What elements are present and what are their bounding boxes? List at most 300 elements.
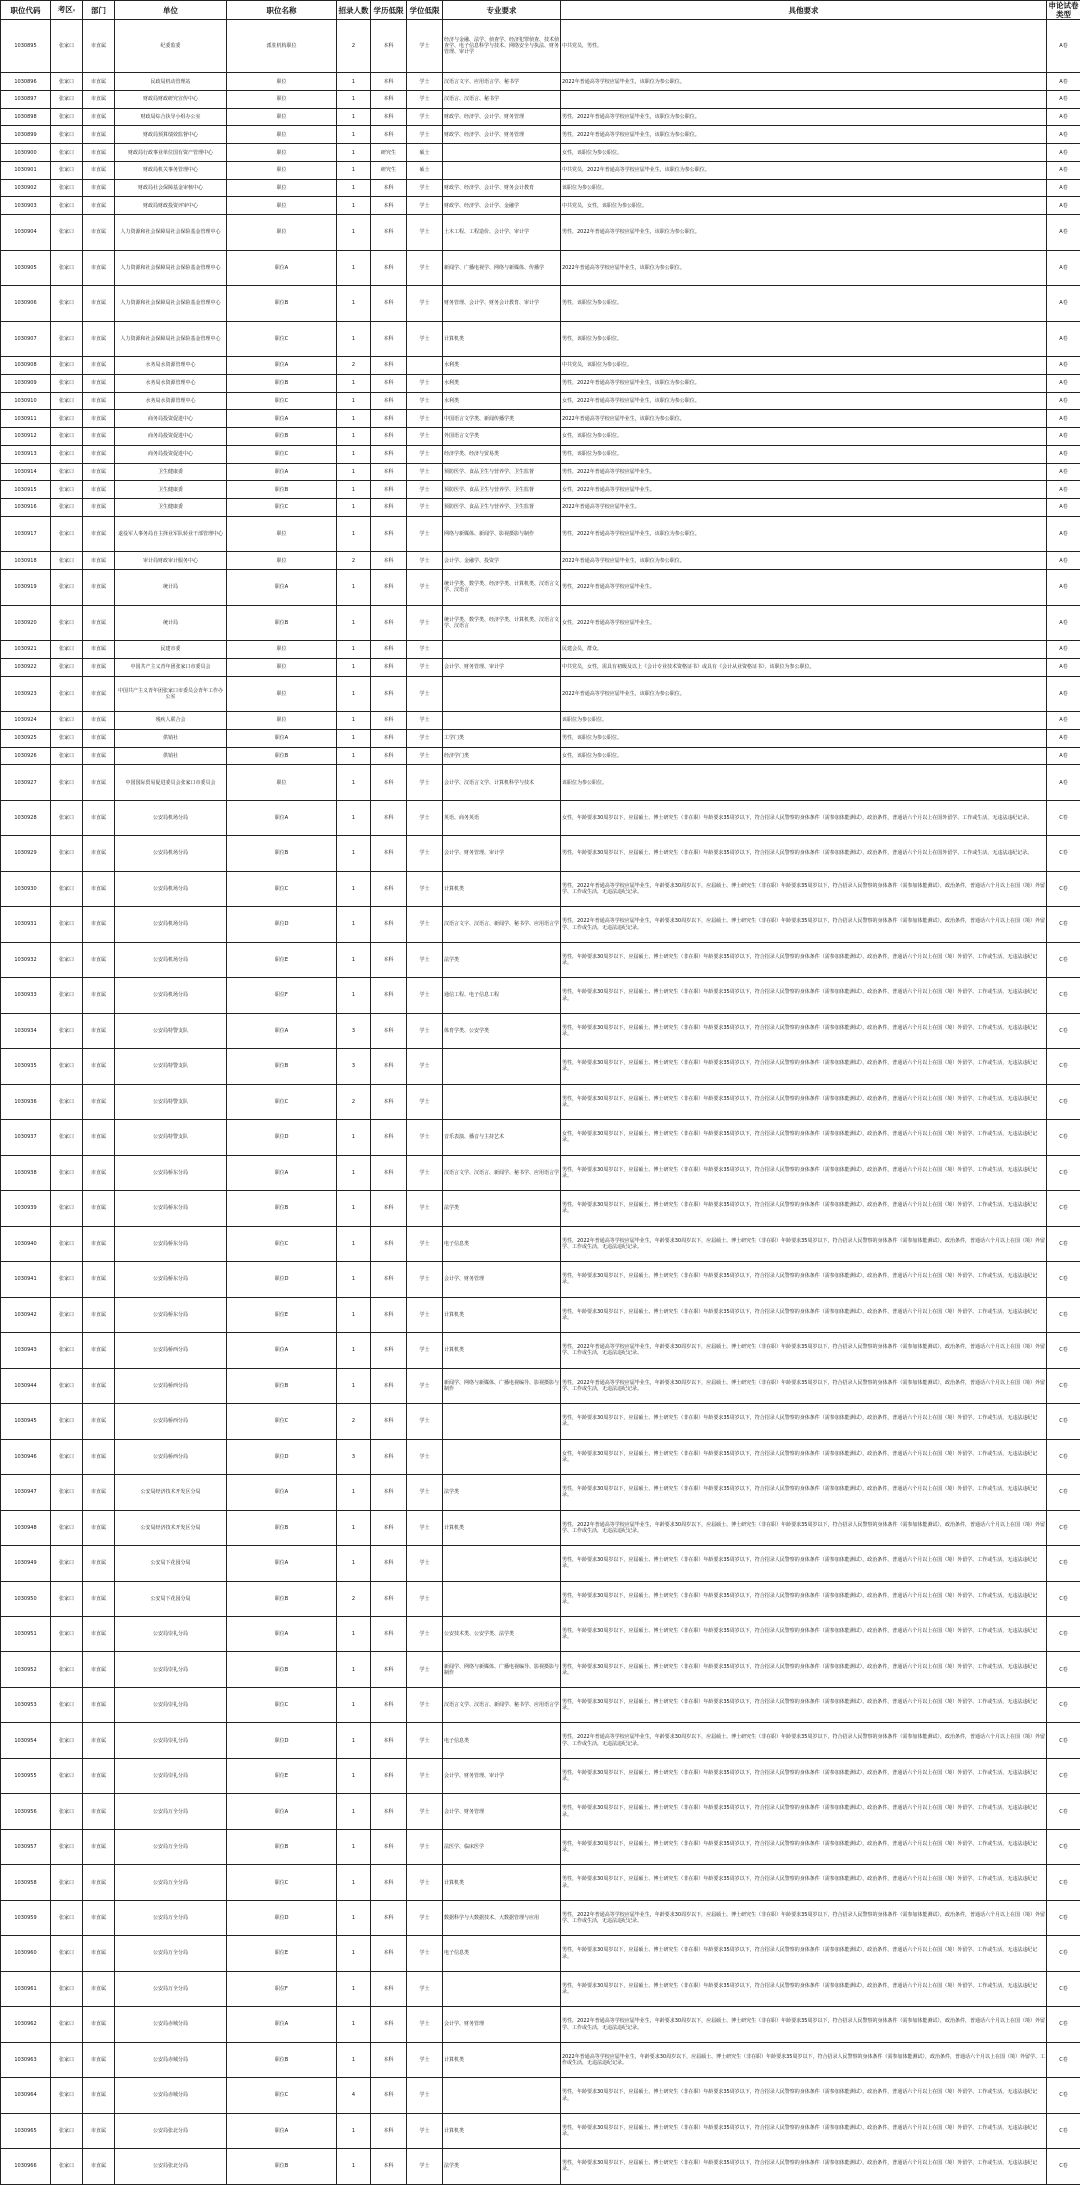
cell-count: 1 [337, 2007, 371, 2042]
cell-code: 1030957 [1, 1829, 51, 1864]
table-row [1, 2042, 1080, 2077]
cell-department: 市直属 [83, 1439, 115, 1474]
cell-unit: 公安局张北分局 [115, 2149, 227, 2184]
cell-code: 1030926 [1, 747, 51, 765]
cell-paper: A卷 [1047, 747, 1080, 765]
cell-unit: 财政局行政事业单位国有资产管理中心 [115, 144, 227, 162]
cell-count: 2 [337, 1084, 371, 1119]
cell-other: 男性，该职位为参公职位。 [561, 286, 1047, 321]
cell-unit: 公安局特警支队 [115, 1049, 227, 1084]
cell-degree: 学士 [407, 2113, 443, 2148]
cell-education: 本科 [371, 1971, 407, 2006]
cell-other: 女性，年龄要求30周岁以下，应届硕士、博士研究生（非在职）年龄要求35周岁以下，符合招录人民警察的身体条件（需参加体能测试），政治条件，普通话六个月以上在国外留学、工作或生活，无违法违纪记录。 [561, 800, 1047, 835]
cell-code: 1030961 [1, 1971, 51, 2006]
cell-department: 市直属 [83, 747, 115, 765]
cell-unit: 供销社 [115, 747, 227, 765]
cell-code: 1030958 [1, 1865, 51, 1900]
cell-unit: 人力资源和社会保障局社会保险基金管理中心 [115, 215, 227, 250]
cell-other: 男性，年龄要求30周岁以下，应届硕士、博士研究生（非在职）年龄要求35周岁以下，符合招录人民警察的身体条件（需参加体能测试），政治条件，普通话六个月以上在国（境）外留学、工作或生活，无违法违纪记录。 [561, 1155, 1047, 1190]
cell-region: 张家口 [51, 1829, 83, 1864]
cell-position: 职位F [227, 1971, 337, 2006]
cell-code: 1030938 [1, 1155, 51, 1190]
cell-position: 职位 [227, 108, 337, 126]
cell-department: 市直属 [83, 445, 115, 463]
cell-code: 1030905 [1, 250, 51, 285]
cell-education: 本科 [371, 570, 407, 605]
cell-unit: 供销社 [115, 729, 227, 747]
cell-position: 职位B [227, 1049, 337, 1084]
cell-code: 1030910 [1, 392, 51, 410]
cell-position: 职位B [227, 1829, 337, 1864]
table-row [1, 161, 1080, 179]
cell-count: 1 [337, 641, 371, 659]
cell-code: 1030959 [1, 1900, 51, 1935]
cell-region: 张家口 [51, 179, 83, 197]
cell-education: 本科 [371, 836, 407, 871]
cell-degree: 学士 [407, 978, 443, 1013]
cell-position: 职位C [227, 871, 337, 906]
cell-code: 1030953 [1, 1687, 51, 1722]
cell-other: 男性，年龄要求30周岁以下，应届硕士、博士研究生（非在职）年龄要求35周岁以下，符合招录人民警察的身体条件（需参加体能测试），政治条件，普通话六个月以上在国（境）外留学、工作或生活，无违法违纪记录。 [561, 942, 1047, 977]
table-row [1, 410, 1080, 428]
cell-unit: 公安局特警支队 [115, 1084, 227, 1119]
col-header-unit[interactable]: 单位 [115, 1, 227, 20]
cell-code: 1030936 [1, 1084, 51, 1119]
cell-other: 2022年普通高等学校应届毕业生。 [561, 499, 1047, 517]
table-row [1, 641, 1080, 659]
cell-paper: C卷 [1047, 1226, 1080, 1261]
table-row [1, 1546, 1080, 1581]
cell-education: 本科 [371, 1191, 407, 1226]
cell-other: 男性，2022年普通高等学校应届毕业生，年龄要求30周岁以下，应届硕士、博士研究生（非在职）年龄要求35周岁以下，符合招录人民警察的身体条件（需参加体能测试），政治条件，普通话六个月以上在国（境）外留学、工作或生活，无违法违纪记录。 [561, 1900, 1047, 1935]
cell-education: 本科 [371, 374, 407, 392]
cell-position: 职位A [227, 1333, 337, 1368]
cell-other: 男性，2022年普通高等学校应届毕业生，年龄要求30周岁以下，应届硕士、博士研究生（非在职）年龄要求35周岁以下，符合招录人民警察的身体条件（需参加体能测试），政治条件，普通话六个月以上在国（境）外留学、工作或生活，无违法违纪记录。 [561, 1226, 1047, 1261]
cell-other: 男性，年龄要求30周岁以下，应届硕士、博士研究生（非在职）年龄要求35周岁以下，符合招录人民警察的身体条件（需参加体能测试），政治条件，普通话六个月以上在国（境）外留学、工作或生活，无违法违纪记录。 [561, 2078, 1047, 2113]
cell-major [443, 1581, 561, 1616]
cell-department: 市直属 [83, 1333, 115, 1368]
sort-arrow-icon[interactable]: ▾ [73, 8, 76, 14]
cell-unit: 人力资源和社会保障局社会保险基金管理中心 [115, 321, 227, 356]
cell-other: 男性，年龄要求30周岁以下，应届硕士、博士研究生（非在职）年龄要求35周岁以下，符合招录人民警察的身体条件（需参加体能测试），政治条件，普通话六个月以上在国（境）外留学、工作或生活，无违法违纪记录。 [561, 1616, 1047, 1651]
cell-department: 市直属 [83, 179, 115, 197]
cell-degree: 学士 [407, 2078, 443, 2113]
cell-unit: 审计局财政审计服务中心 [115, 552, 227, 570]
cell-major: 会计学、财务管理 [443, 2007, 561, 2042]
cell-other: 男性，年龄要求30周岁以下，应届硕士、博士研究生（非在职）年龄要求35周岁以下，符合招录人民警察的身体条件（需参加体能测试），政治条件，普通话六个月以上在国（境）外留学、工作或生活，无违法违纪记录。 [561, 1475, 1047, 1510]
cell-major [443, 1439, 561, 1474]
cell-count: 1 [337, 605, 371, 640]
cell-position: 职位B [227, 428, 337, 446]
cell-position: 职位C [227, 1226, 337, 1261]
cell-other: 男性，年龄要求30周岁以下，应届硕士、博士研究生（非在职）年龄要求35周岁以下，符合招录人民警察的身体条件（需参加体能测试），政治条件，普通话六个月以上在国（境）外留学、工作或生活，无违法违纪记录。 [561, 1191, 1047, 1226]
cell-region: 张家口 [51, 641, 83, 659]
cell-unit: 民建市委 [115, 641, 227, 659]
table-row [1, 942, 1080, 977]
cell-paper: A卷 [1047, 215, 1080, 250]
cell-department: 市直属 [83, 1013, 115, 1048]
cell-degree: 学士 [407, 729, 443, 747]
cell-position: 职位 [227, 712, 337, 730]
cell-degree: 学士 [407, 1652, 443, 1687]
cell-count: 2 [337, 20, 371, 73]
cell-degree: 学士 [407, 605, 443, 640]
cell-code: 1030925 [1, 729, 51, 747]
cell-education: 本科 [371, 1936, 407, 1971]
cell-major: 工学门类 [443, 729, 561, 747]
cell-major: 统计学类、数学类、经济学类、计算机类、汉语言文学、汉语言 [443, 570, 561, 605]
table-row [1, 197, 1080, 215]
cell-count: 1 [337, 374, 371, 392]
cell-degree: 学士 [407, 641, 443, 659]
table-row [1, 1616, 1080, 1651]
cell-code: 1030960 [1, 1936, 51, 1971]
cell-department: 市直属 [83, 836, 115, 871]
cell-other: 男性，年龄要求30周岁以下，应届硕士、博士研究生（非在职）年龄要求35周岁以下，符合招录人民警察的身体条件（需参加体能测试），政治条件，普通话六个月以上在国（境）外留学、工作或生活，无违法违纪记录。 [561, 1581, 1047, 1616]
cell-code: 1030906 [1, 286, 51, 321]
cell-position: 职位 [227, 552, 337, 570]
cell-degree: 学士 [407, 1368, 443, 1403]
cell-position: 职位C [227, 2078, 337, 2113]
cell-education: 本科 [371, 1297, 407, 1332]
cell-other: 男性，2022年普通高等学校应届毕业生，年龄要求30周岁以下，应届硕士、博士研究生（非在职）年龄要求35周岁以下，符合招录人民警察的身体条件（需参加体能测试），政治条件，普通话六个月以上在国（境）外留学、工作或生活，无违法违纪记录。 [561, 1510, 1047, 1545]
cell-degree: 学士 [407, 1120, 443, 1155]
cell-paper: A卷 [1047, 552, 1080, 570]
cell-paper: C卷 [1047, 2078, 1080, 2113]
cell-department: 市直属 [83, 90, 115, 108]
cell-other: 男性，2022年普通高等学校应届毕业生。 [561, 463, 1047, 481]
cell-paper: C卷 [1047, 1297, 1080, 1332]
cell-department: 市直属 [83, 357, 115, 375]
cell-position: 职位D [227, 907, 337, 942]
cell-unit: 公安局万全分局 [115, 1829, 227, 1864]
table-row [1, 2113, 1080, 2148]
cell-code: 1030923 [1, 676, 51, 711]
table-row [1, 1120, 1080, 1155]
cell-region: 张家口 [51, 1652, 83, 1687]
cell-paper: A卷 [1047, 445, 1080, 463]
cell-code: 1030911 [1, 410, 51, 428]
cell-count: 1 [337, 1120, 371, 1155]
cell-region: 张家口 [51, 605, 83, 640]
cell-count: 1 [337, 729, 371, 747]
cell-unit: 公安局赤城分局 [115, 2078, 227, 2113]
cell-region: 张家口 [51, 250, 83, 285]
cell-region: 张家口 [51, 321, 83, 356]
table-row [1, 658, 1080, 676]
cell-position: 职位B [227, 481, 337, 499]
cell-department: 市直属 [83, 20, 115, 73]
col-header-position[interactable]: 职位名称 [227, 1, 337, 20]
cell-code: 1030920 [1, 605, 51, 640]
cell-major: 公安技术类、公安学类、法学类 [443, 1616, 561, 1651]
cell-department: 市直属 [83, 871, 115, 906]
cell-unit: 公安局崇礼分局 [115, 1687, 227, 1722]
cell-unit: 财政局社会保障基金审核中心 [115, 179, 227, 197]
cell-unit: 财政局财政投资评审中心 [115, 197, 227, 215]
cell-education: 本科 [371, 552, 407, 570]
table-row [1, 374, 1080, 392]
cell-code: 1030932 [1, 942, 51, 977]
cell-position: 职位 [227, 161, 337, 179]
cell-major: 会计学、财务管理 [443, 1794, 561, 1829]
cell-code: 1030927 [1, 765, 51, 800]
cell-unit: 公安局机场分局 [115, 907, 227, 942]
cell-paper: C卷 [1047, 1439, 1080, 1474]
cell-other: 男性，该职位为参公职位。 [561, 729, 1047, 747]
cell-degree: 硕士 [407, 161, 443, 179]
cell-unit: 财政局预算绩效监督中心 [115, 126, 227, 144]
cell-region: 张家口 [51, 1546, 83, 1581]
cell-count: 1 [337, 197, 371, 215]
table-row [1, 1155, 1080, 1190]
cell-major: 外国语言文学类 [443, 428, 561, 446]
cell-degree: 学士 [407, 499, 443, 517]
cell-degree: 学士 [407, 481, 443, 499]
cell-degree: 学士 [407, 321, 443, 356]
cell-unit: 公安局崇礼分局 [115, 1652, 227, 1687]
cell-major [443, 712, 561, 730]
cell-unit: 公安局崇礼分局 [115, 1758, 227, 1793]
cell-major [443, 2078, 561, 2113]
cell-position: 职位A [227, 729, 337, 747]
table-row [1, 1404, 1080, 1439]
cell-major: 新闻学、网络与新媒体、广播电视编导、影视摄影与制作 [443, 1368, 561, 1403]
cell-department: 市直属 [83, 1794, 115, 1829]
cell-count: 2 [337, 1404, 371, 1439]
cell-code: 1030912 [1, 428, 51, 446]
cell-code: 1030943 [1, 1333, 51, 1368]
cell-position: 职位E [227, 1297, 337, 1332]
cell-major: 水利类 [443, 357, 561, 375]
cell-count: 1 [337, 1333, 371, 1368]
cell-region: 张家口 [51, 1723, 83, 1758]
cell-position: 职位B [227, 286, 337, 321]
table-row [1, 1013, 1080, 1048]
cell-education: 本科 [371, 1439, 407, 1474]
cell-unit: 财政局财政研究宣传中心 [115, 90, 227, 108]
cell-unit: 公安局桥东分局 [115, 1226, 227, 1261]
table-row [1, 2078, 1080, 2113]
cell-education: 本科 [371, 250, 407, 285]
cell-region: 张家口 [51, 570, 83, 605]
cell-paper: C卷 [1047, 1120, 1080, 1155]
table-row [1, 20, 1080, 73]
cell-major: 网络与新媒体、新闻学、影视摄影与制作 [443, 516, 561, 551]
cell-paper: C卷 [1047, 1546, 1080, 1581]
cell-unit: 残疾人联合会 [115, 712, 227, 730]
cell-region: 张家口 [51, 463, 83, 481]
cell-code: 1030917 [1, 516, 51, 551]
col-header-degree[interactable]: 学位低限 [407, 1, 443, 20]
table-row [1, 1794, 1080, 1829]
cell-code: 1030898 [1, 108, 51, 126]
cell-unit: 公安局万全分局 [115, 1936, 227, 1971]
col-header-major[interactable]: 专业要求 [443, 1, 561, 20]
table-row [1, 392, 1080, 410]
cell-department: 市直属 [83, 108, 115, 126]
col-header-paper[interactable]: 申论试卷类型 [1047, 1, 1080, 20]
cell-major: 汉语言文学、汉语言、新闻学、秘书学、应用语言学 [443, 1687, 561, 1722]
col-header-education[interactable]: 学历低限 [371, 1, 407, 20]
cell-paper: C卷 [1047, 1049, 1080, 1084]
cell-other: 男性，年龄要求30周岁以下，应届硕士、博士研究生（非在职）年龄要求35周岁以下，符合招录人民警察的身体条件（需参加体能测试），政治条件，普通话六个月以上在国（境）外留学、工作或生活，无违法违纪记录。 [561, 1404, 1047, 1439]
table-row [1, 2007, 1080, 2042]
cell-unit: 人力资源和社会保障局社会保险基金管理中心 [115, 250, 227, 285]
cell-position: 职位C [227, 392, 337, 410]
cell-department: 市直属 [83, 1829, 115, 1864]
cell-code: 1030922 [1, 658, 51, 676]
cell-major: 汉语言文字、应用语言学、秘书学 [443, 73, 561, 91]
cell-code: 1030951 [1, 1616, 51, 1651]
cell-education: 本科 [371, 2113, 407, 2148]
cell-unit: 水务局水资源管理中心 [115, 374, 227, 392]
cell-position: 职位C [227, 1084, 337, 1119]
cell-unit: 公安局桥西分局 [115, 1404, 227, 1439]
cell-degree: 学士 [407, 1510, 443, 1545]
cell-region: 张家口 [51, 1262, 83, 1297]
cell-paper: C卷 [1047, 2113, 1080, 2148]
col-header-code[interactable]: 职位代码 [1, 1, 51, 20]
cell-degree: 学士 [407, 1297, 443, 1332]
cell-region: 张家口 [51, 73, 83, 91]
cell-count: 1 [337, 410, 371, 428]
cell-position: 职位 [227, 641, 337, 659]
cell-count: 1 [337, 1297, 371, 1332]
table-row [1, 179, 1080, 197]
cell-major [443, 1971, 561, 2006]
cell-major: 新闻学、网络与新媒体、广播电视编导、影视摄影与制作 [443, 1652, 561, 1687]
cell-count: 3 [337, 1439, 371, 1474]
cell-major: 会计学、财务管理、审计学 [443, 658, 561, 676]
cell-region: 张家口 [51, 712, 83, 730]
cell-code: 1030934 [1, 1013, 51, 1048]
cell-other: 该职位为参公职位。 [561, 765, 1047, 800]
cell-unit: 公安局万全分局 [115, 1865, 227, 1900]
cell-count: 1 [337, 1758, 371, 1793]
cell-code: 1030949 [1, 1546, 51, 1581]
cell-region: 张家口 [51, 1084, 83, 1119]
cell-count: 3 [337, 1049, 371, 1084]
col-header-count[interactable]: 招录人数 [337, 1, 371, 20]
cell-department: 市直属 [83, 641, 115, 659]
cell-count: 1 [337, 1155, 371, 1190]
cell-unit: 公安局桥西分局 [115, 1368, 227, 1403]
cell-position: 职位 [227, 516, 337, 551]
cell-department: 市直属 [83, 942, 115, 977]
cell-education: 本科 [371, 1581, 407, 1616]
cell-position: 职位B [227, 2042, 337, 2077]
cell-paper: C卷 [1047, 1155, 1080, 1190]
cell-region: 张家口 [51, 428, 83, 446]
cell-department: 市直属 [83, 1049, 115, 1084]
cell-other: 女性，该职位为参公职位。 [561, 747, 1047, 765]
cell-code: 1030919 [1, 570, 51, 605]
cell-paper: A卷 [1047, 73, 1080, 91]
cell-degree: 学士 [407, 1971, 443, 2006]
cell-degree: 学士 [407, 108, 443, 126]
col-header-region[interactable]: 考区▾ [51, 1, 83, 20]
cell-education: 本科 [371, 641, 407, 659]
cell-unit: 中国共产主义青年团张家口市委员会青年工作办公室 [115, 676, 227, 711]
cell-degree: 学士 [407, 1546, 443, 1581]
cell-degree: 学士 [407, 1829, 443, 1864]
cell-major: 财政学、经济学、会计学、财务会计教育 [443, 179, 561, 197]
table-row [1, 144, 1080, 162]
cell-region: 张家口 [51, 676, 83, 711]
cell-degree: 学士 [407, 20, 443, 73]
cell-code: 1030901 [1, 161, 51, 179]
table-row [1, 499, 1080, 517]
cell-other: 中共党员，男性。 [561, 20, 1047, 73]
cell-major: 汉语言、汉语言、秘书学 [443, 90, 561, 108]
cell-major: 新闻学、广播电视学、网络与新媒体、传播学 [443, 250, 561, 285]
cell-paper: A卷 [1047, 321, 1080, 356]
cell-major: 法学类 [443, 2149, 561, 2184]
cell-department: 市直属 [83, 570, 115, 605]
cell-education: 本科 [371, 1865, 407, 1900]
cell-position: 职位A [227, 1794, 337, 1829]
cell-paper: A卷 [1047, 712, 1080, 730]
cell-region: 张家口 [51, 1439, 83, 1474]
cell-unit: 公安局崇礼分局 [115, 1723, 227, 1758]
col-header-department[interactable]: 部门 [83, 1, 115, 20]
cell-other: 男性，该职位为参公职位。 [561, 445, 1047, 463]
cell-position: 职位 [227, 126, 337, 144]
cell-education: 本科 [371, 676, 407, 711]
cell-education: 本科 [371, 1226, 407, 1261]
cell-code: 1030918 [1, 552, 51, 570]
cell-unit: 中国国际贸易促进委员会张家口市委员会 [115, 765, 227, 800]
cell-degree: 学士 [407, 1439, 443, 1474]
cell-paper: C卷 [1047, 1013, 1080, 1048]
cell-degree: 学士 [407, 1084, 443, 1119]
cell-paper: A卷 [1047, 641, 1080, 659]
cell-degree: 学士 [407, 2007, 443, 2042]
cell-region: 张家口 [51, 144, 83, 162]
cell-paper: C卷 [1047, 1971, 1080, 2006]
cell-major: 计算机类 [443, 2113, 561, 2148]
cell-degree: 学士 [407, 73, 443, 91]
cell-count: 1 [337, 428, 371, 446]
cell-region: 张家口 [51, 1475, 83, 1510]
cell-position: 职位 [227, 215, 337, 250]
cell-unit: 纪委监委 [115, 20, 227, 73]
cell-other: 男性，2022年普通高等学校应届毕业生，该职位为参公职位。 [561, 215, 1047, 250]
table-row [1, 215, 1080, 250]
col-header-other[interactable]: 具他要求 [561, 1, 1047, 20]
cell-other: 男性，年龄要求30周岁以下，应届硕士、博士研究生（非在职）年龄要求35周岁以下，符合招录人民警察的身体条件（需参加体能测试），政治条件，普通话六个月以上在国（境）外留学、工作或生活，无违法违纪记录。 [561, 1546, 1047, 1581]
cell-education: 本科 [371, 1546, 407, 1581]
cell-major: 电子信息类 [443, 1226, 561, 1261]
cell-unit: 人力资源和社会保障局社会保险基金管理中心 [115, 286, 227, 321]
cell-degree: 学士 [407, 552, 443, 570]
cell-department: 市直属 [83, 1758, 115, 1793]
table-row [1, 516, 1080, 551]
cell-department: 市直属 [83, 1191, 115, 1226]
table-row [1, 552, 1080, 570]
cell-other: 2022年普通高等学校应届毕业生，该职位为参公职位。 [561, 676, 1047, 711]
table-row [1, 463, 1080, 481]
cell-other: 女性，该职位为参公职位。 [561, 428, 1047, 446]
cell-major: 计算机类 [443, 1865, 561, 1900]
cell-major: 水利类 [443, 392, 561, 410]
cell-paper: A卷 [1047, 126, 1080, 144]
cell-major: 电子信息类 [443, 1936, 561, 1971]
cell-degree: 学士 [407, 1723, 443, 1758]
cell-code: 1030962 [1, 2007, 51, 2042]
cell-other: 男性，年龄要求30周岁以下，应届硕士、博士研究生（非在职）年龄要求35周岁以下，符合招录人民警察的身体条件（需参加体能测试），政治条件，普通话六个月以上在国外留学、工作或生活，无违法违纪记录。 [561, 836, 1047, 871]
